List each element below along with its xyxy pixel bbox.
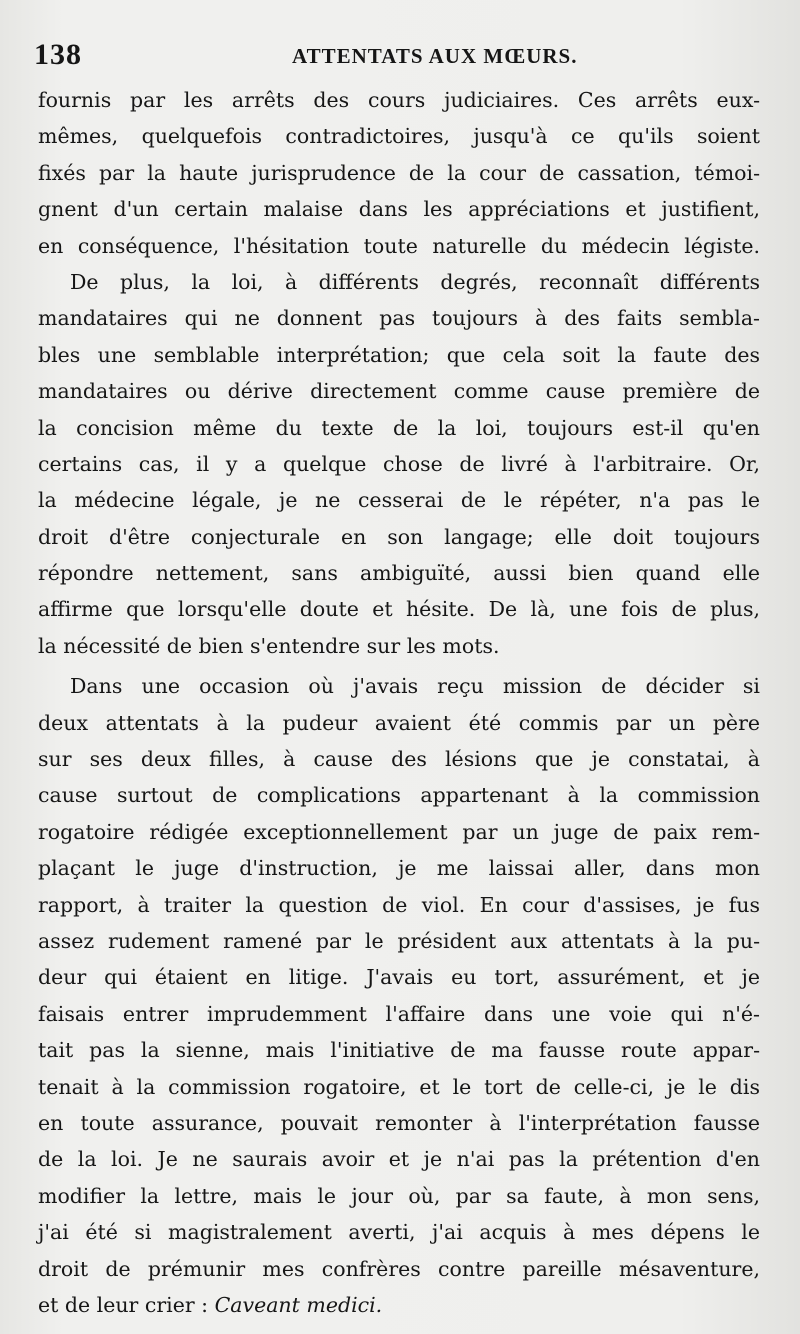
text-line: mêmes, quelquefois contradictoires, jusqu'à ce qu'ils soient	[38, 124, 760, 149]
final-line-italic: Caveant medici.	[214, 1292, 383, 1317]
text-line: tenait à la commission rogatoire, et le tort de celle-ci, je le dis	[38, 1074, 760, 1099]
paragraph	[38, 264, 760, 664]
text-line: cause surtout de complications appartenant à la commission	[38, 783, 760, 808]
text-line: la médecine légale, je ne cesserai de le répéter, n'a pas le	[38, 488, 760, 513]
text-line: j'ai été si magistralement averti, j'ai acquis à mes dépens le	[38, 1220, 760, 1245]
text-line: de la loi. Je ne saurais avoir et je n'ai pas la prétention d'en	[38, 1147, 760, 1172]
text-line: en conséquence, l'hésitation toute naturelle du médecin légiste.	[38, 233, 760, 258]
text-line: en toute assurance, pouvait remonter à l'interprétation fausse	[38, 1110, 760, 1135]
text-line: fixés par la haute jurisprudence de la cour de cassation, témoi-	[38, 160, 760, 185]
running-title: ATTENTATS AUX MŒURS.	[292, 44, 578, 68]
text-line: tait pas la sienne, mais l'initiative de ma fausse route appar-	[38, 1038, 760, 1063]
text-line: gnent d'un certain malaise dans les appréciations et justifient,	[38, 197, 760, 222]
paragraph	[38, 668, 760, 1323]
paragraph	[38, 82, 760, 264]
text-line: rogatoire rédigée exceptionnellement par un juge de paix rem-	[38, 819, 760, 844]
text-line: modifier la lettre, mais le jour où, par sa faute, à mon sens,	[38, 1183, 760, 1208]
text-line: De plus, la loi, à différents degrés, reconnaît différents	[70, 269, 760, 294]
text-line: rapport, à traiter la question de viol. En cour d'assises, je fus	[38, 892, 760, 917]
final-line-prefix: et de leur crier :	[38, 1292, 215, 1317]
text-line: mandataires ou dérive directement comme cause première de	[38, 379, 760, 404]
text-line: bles une semblable interprétation; que cela soit la faute des	[38, 342, 760, 367]
text-line: assez rudement ramené par le président aux attentats à la pu-	[38, 928, 760, 953]
text-line: droit de prémunir mes confrères contre pareille mésaventure,	[38, 1256, 760, 1281]
text-line: deux attentats à la pudeur avaient été commis par un père	[38, 710, 760, 735]
text-line: sur ses deux filles, à cause des lésions que je constatai, à	[38, 747, 760, 772]
text-line: fournis par les arrêts des cours judiciaires. Ces arrêts eux-	[38, 88, 760, 112]
text-line: Dans une occasion où j'avais reçu mission de décider si	[70, 674, 760, 699]
text-line: la nécessité de bien s'entendre sur les mots.	[38, 633, 500, 658]
text-line: la concision même du texte de la loi, toujours est-il qu'en	[38, 415, 760, 440]
text-line: plaçant le juge d'instruction, je me laissai aller, dans mon	[38, 856, 760, 881]
text-line: affirme que lorsqu'elle doute et hésite. De là, une fois de plus,	[38, 597, 760, 622]
text-line: certains cas, il y a quelque chose de livré à l'arbitraire. Or,	[38, 451, 760, 476]
final-text-line	[38, 1287, 760, 1323]
text-line: mandataires qui ne donnent pas toujours à des faits sembla-	[38, 306, 760, 331]
text-line: répondre nettement, sans ambiguïté, aussi bien quand elle	[38, 561, 760, 586]
body-text	[38, 82, 760, 1323]
text-line: deur qui étaient en litige. J'avais eu tort, assurément, et je	[38, 965, 760, 990]
page-header	[34, 38, 766, 78]
page-number: 138	[34, 38, 82, 71]
text-line: droit d'être conjecturale en son langage; elle doit toujours	[38, 524, 760, 549]
text-line: faisais entrer imprudemment l'affaire dans une voie qui n'é-	[38, 1001, 760, 1026]
